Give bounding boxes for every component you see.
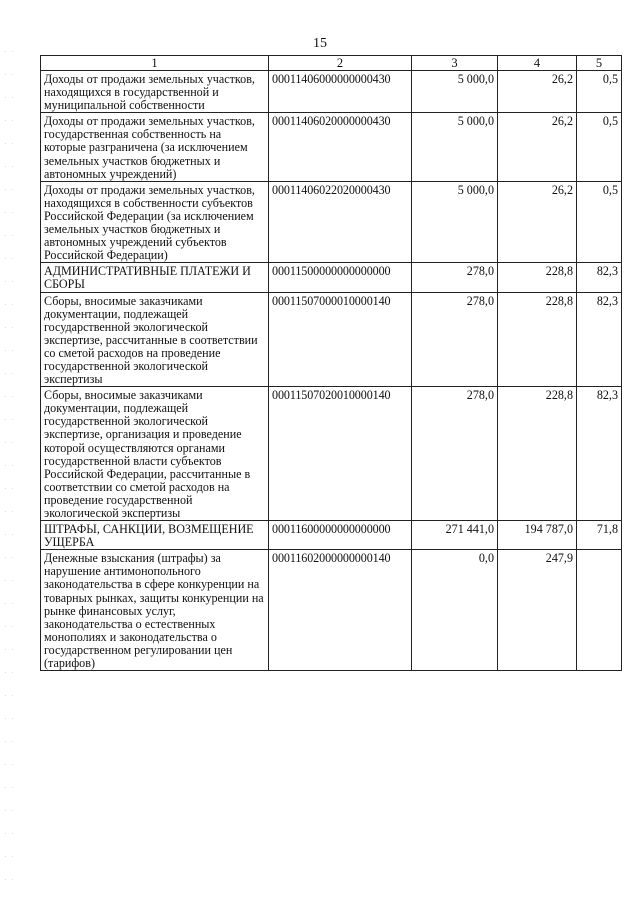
row-fact: 228,8 (498, 292, 577, 387)
row-fact: 26,2 (498, 181, 577, 263)
header-col-5: 5 (577, 56, 622, 71)
row-code: 00011500000000000000 (269, 263, 412, 292)
row-percent: 82,3 (577, 263, 622, 292)
row-code: 00011507020010000140 (269, 387, 412, 521)
row-name: Сборы, вносимые заказчиками документации, подлежащей государственной экологической экспертизе, рассчитанные в соответствии со сметой расходов на проведение государственной экологической экспертизы (41, 292, 269, 387)
row-percent (577, 550, 622, 671)
row-plan: 271 441,0 (412, 521, 498, 550)
table-row (41, 263, 622, 292)
table-row (41, 113, 622, 181)
row-percent: 82,3 (577, 387, 622, 521)
table-header-row (41, 56, 622, 71)
row-plan: 5 000,0 (412, 113, 498, 181)
row-fact: 194 787,0 (498, 521, 577, 550)
row-code: 00011602000000000140 (269, 550, 412, 671)
table-row (41, 550, 622, 671)
row-name: Доходы от продажи земельных участков, находящихся в собственности субъектов Российской Федерации (за исключением земельных участков бюджетных и автономных учреждений субъектов Российской Федерации) (41, 181, 269, 263)
table-row (41, 521, 622, 550)
header-col-2: 2 (269, 56, 412, 71)
row-percent: 0,5 (577, 113, 622, 181)
row-code: 00011406000000000430 (269, 71, 412, 113)
row-name: Доходы от продажи земельных участков, государственная собственность на которые разграничена (за исключением земельных участков бюджетных и автономных учреждений) (41, 113, 269, 181)
header-col-4: 4 (498, 56, 577, 71)
row-percent: 0,5 (577, 181, 622, 263)
row-fact: 26,2 (498, 71, 577, 113)
row-plan: 0,0 (412, 550, 498, 671)
row-plan: 278,0 (412, 387, 498, 521)
table-row (41, 71, 622, 113)
row-fact: 26,2 (498, 113, 577, 181)
table-row (41, 181, 622, 263)
row-code: 00011507000010000140 (269, 292, 412, 387)
row-percent: 82,3 (577, 292, 622, 387)
header-col-1: 1 (41, 56, 269, 71)
scan-margin-artifacts (2, 40, 16, 880)
table-row (41, 292, 622, 387)
table-row (41, 387, 622, 521)
row-code: 00011406022020000430 (269, 181, 412, 263)
header-col-3: 3 (412, 56, 498, 71)
row-percent: 71,8 (577, 521, 622, 550)
row-plan: 278,0 (412, 292, 498, 387)
row-plan: 278,0 (412, 263, 498, 292)
revenue-table (40, 55, 622, 671)
row-name: Денежные взыскания (штрафы) за нарушение антимонопольного законодательства в сфере конкуренции на товарных рынках, защиты конкуренции на рынке финансовых услуг, законодательства о естественных монополиях и законодательства о государственном регулировании цен (тарифов) (41, 550, 269, 671)
row-name: АДМИНИСТРАТИВНЫЕ ПЛАТЕЖИ И СБОРЫ (41, 263, 269, 292)
row-percent: 0,5 (577, 71, 622, 113)
page-number: 15 (313, 36, 327, 51)
row-name: Доходы от продажи земельных участков, находящихся в государственной и муниципальной собственности (41, 71, 269, 113)
row-fact: 228,8 (498, 263, 577, 292)
row-name: ШТРАФЫ, САНКЦИИ, ВОЗМЕЩЕНИЕ УЩЕРБА (41, 521, 269, 550)
row-fact: 228,8 (498, 387, 577, 521)
row-code: 00011600000000000000 (269, 521, 412, 550)
row-plan: 5 000,0 (412, 71, 498, 113)
row-name: Сборы, вносимые заказчиками документации, подлежащей государственной экологической экспертизе, организация и проведение которой осуществляются органами государственной власти субъектов Российской Федерации, рассчитанные в соответствии со сметой расходов на проведение государственной экологической экспертизы (41, 387, 269, 521)
row-code: 00011406020000000430 (269, 113, 412, 181)
row-fact: 247,9 (498, 550, 577, 671)
row-plan: 5 000,0 (412, 181, 498, 263)
